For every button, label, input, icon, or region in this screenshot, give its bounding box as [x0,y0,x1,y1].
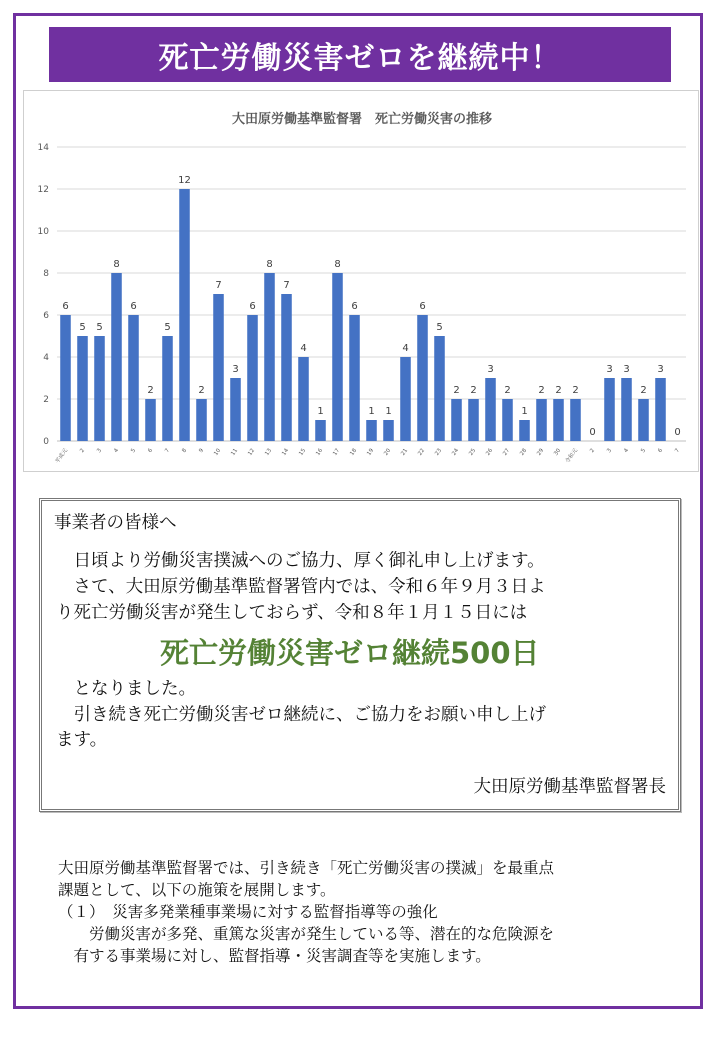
x-tick-label: 28 [519,447,529,457]
x-tick-label: 23 [434,447,444,457]
bar [434,336,445,441]
x-tick-label: 14 [281,447,291,457]
bar [315,420,326,441]
x-tick-label: 29 [536,447,546,457]
data-label: 2 [555,385,562,396]
message-line-1: 日頃より労働災害撲滅へのご協力、厚く御礼申し上げます。 [56,551,545,571]
data-label: 2 [453,385,460,396]
message-line-3: り死亡労働災害が発生しておらず、令和８年１月１５日には [56,603,528,623]
x-tick-label: 17 [332,447,342,457]
x-tick-label: 26 [485,447,495,457]
x-tick-label: 27 [502,447,512,457]
bar [519,420,530,441]
message-line-4: となりました。 [56,679,196,699]
bar [94,336,105,441]
data-label: 6 [351,301,358,312]
body-line-1: 大田原労働基準監督署では、引き続き「死亡労働災害の撲滅」を最重点 [58,859,555,877]
x-tick-label: 4 [623,447,631,455]
x-tick-label: 平成元 [54,447,70,465]
x-tick-label: 13 [264,447,274,457]
x-tick-label: 6 [147,447,155,455]
data-label: 0 [589,427,596,438]
data-label: 3 [606,364,613,375]
x-tick-label: 21 [400,447,410,457]
chart-title: 大田原労働基準監督署 死亡労働災害の推移 [231,112,492,127]
x-tick-label: 4 [113,447,121,455]
bar [281,294,292,441]
bar [468,399,479,441]
chart-container [23,90,699,472]
bar [366,420,377,441]
y-tick-label: 14 [37,143,49,153]
bar [451,399,462,441]
data-label: 5 [96,322,103,333]
bar [77,336,88,441]
data-label: 0 [674,427,681,438]
x-tick-label: 6 [657,447,665,455]
x-tick-label: 3 [96,447,104,455]
data-label: 2 [640,385,647,396]
y-tick-label: 10 [37,227,49,237]
x-tick-label: 15 [298,447,308,457]
bar [638,399,649,441]
bar [604,378,615,441]
bar [196,399,207,441]
data-label: 8 [113,259,120,270]
data-label: 7 [283,280,290,291]
x-tick-label: 3 [606,447,614,455]
data-label: 4 [402,343,409,354]
x-tick-label: 7 [164,447,172,455]
message-line-6: ます。 [56,730,108,750]
bar [264,273,275,441]
bar [128,315,139,441]
data-label: 3 [657,364,664,375]
x-tick-label: 5 [640,447,648,455]
data-label: 2 [504,385,511,396]
bar [621,378,632,441]
data-label: 6 [419,301,426,312]
x-tick-label: 30 [553,447,563,457]
data-label: 6 [62,301,69,312]
bar [553,399,564,441]
data-label: 12 [178,175,191,186]
y-tick-label: 12 [37,185,49,195]
y-tick-label: 2 [43,395,49,405]
data-label: 6 [249,301,256,312]
bar [417,315,428,441]
x-tick-label: 10 [213,447,223,457]
highlight-zero-days: 死亡労働災害ゼロ継続500日 [160,636,540,670]
data-label: 8 [266,259,273,270]
data-label: 2 [470,385,477,396]
x-tick-label: 25 [468,447,478,457]
bar [60,315,71,441]
data-label: 5 [436,322,443,333]
data-label: 2 [198,385,205,396]
bar [179,189,190,441]
x-tick-label: 7 [674,447,682,455]
message-box [39,498,681,812]
bar [349,315,360,441]
x-tick-label: 16 [315,447,325,457]
y-tick-label: 8 [43,269,49,279]
data-label: 2 [147,385,154,396]
data-label: 6 [130,301,137,312]
x-tick-label: 18 [349,447,359,457]
banner-title: 死亡労働災害ゼロを継続中！ [49,27,671,82]
bar [570,399,581,441]
bar [230,378,241,441]
data-label: 4 [300,343,307,354]
y-tick-label: 4 [43,353,49,363]
data-label: 5 [164,322,171,333]
x-tick-label: 5 [130,447,138,455]
x-tick-label: 24 [451,447,461,457]
data-label: 2 [572,385,579,396]
bar [655,378,666,441]
data-label: 2 [538,385,545,396]
body-line-5: 有する事業場に対し、監督指導・災害調査等を実施します。 [58,947,491,965]
x-tick-label: 9 [198,447,206,455]
bar [383,420,394,441]
data-label: 3 [232,364,239,375]
bar [111,273,122,441]
bar [485,378,496,441]
bar [247,315,258,441]
data-label: 1 [368,406,375,417]
bar [332,273,343,441]
x-tick-label: 8 [181,447,189,455]
data-label: 5 [79,322,86,333]
x-tick-label: 11 [230,447,240,457]
bar [298,357,309,441]
data-label: 1 [385,406,392,417]
bar [213,294,224,441]
x-tick-label: 12 [247,447,257,457]
message-line-5: 引き続き死亡労働災害ゼロ継続に、ご協力をお願い申し上げ [56,705,546,725]
body-line-4: 労働災害が多発、重篤な災害が発生している等、潜在的な危険源を [58,925,555,943]
y-tick-label: 0 [43,437,49,447]
message-line-2: さて、大田原労働基準監督署管内では、令和６年９月３日よ [56,577,546,597]
salutation: 事業者の皆様へ [54,513,177,533]
y-tick-label: 6 [43,311,49,321]
x-tick-label: 2 [589,447,597,455]
data-label: 8 [334,259,341,270]
x-tick-label: 令和元 [564,447,580,465]
x-tick-label: 20 [383,447,393,457]
bar [536,399,547,441]
bar [145,399,156,441]
bar [400,357,411,441]
body-line-2: 課題として、以下の施策を展開します。 [58,881,336,899]
data-label: 1 [317,406,324,417]
signature: 大田原労働基準監督署長 [473,777,666,797]
bar-chart [24,91,700,473]
bar [162,336,173,441]
x-tick-label: 22 [417,447,427,457]
x-tick-label: 2 [79,447,87,455]
x-tick-label: 19 [366,447,376,457]
bar [502,399,513,441]
data-label: 7 [215,280,222,291]
data-label: 3 [487,364,494,375]
data-label: 1 [521,406,528,417]
data-label: 3 [623,364,630,375]
body-line-3: （１） 災害多発業種事業場に対する監督指導等の強化 [58,903,438,921]
